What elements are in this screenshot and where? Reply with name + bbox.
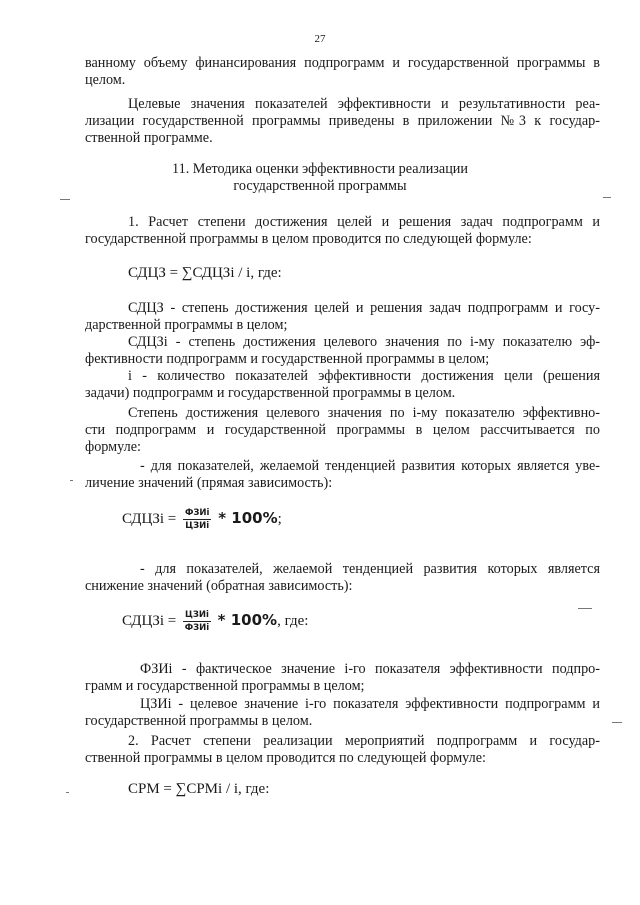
text-line: - для показателей, желаемой тенденцией развития которых является: [140, 561, 600, 577]
formula-direct: [122, 508, 282, 531]
scan-mark: [66, 792, 69, 793]
text-line: целом.: [85, 72, 126, 88]
text-line: ванному объему финансирования подпрограмм и государственной программы в: [85, 55, 600, 71]
formula-reverse-lhs: СДЦЗi =: [122, 612, 177, 629]
text-line: - для показателей, желаемой тенденцией развития которых является уве-: [140, 458, 600, 474]
text-line: задачи) подпрограмм и государственной программы в целом.: [85, 385, 456, 401]
text-line: грамм и государственной программы в целом;: [85, 678, 365, 694]
text-line: i - количество показателей эффективности достижения цели (решения: [128, 368, 600, 384]
text-line: дарственной программы в целом;: [85, 317, 288, 333]
formula-reverse-tail: , где:: [277, 612, 309, 629]
scan-mark: [612, 722, 622, 723]
text-line: ФЗИi - фактическое значение i-го показателя эффективности подпро-: [140, 661, 600, 677]
text-line: 1. Расчет степени достижения целей и решения задач подпрограмм и: [128, 214, 600, 230]
text-line: государственной программы в целом проводится по следующей формуле:: [85, 231, 532, 247]
formula-sdcz: СДЦЗ = ∑СДЦЗi / i, где:: [128, 265, 282, 281]
formula-reverse-numerator: ЦЗИi: [184, 610, 209, 620]
formula-direct-numerator: ФЗИi: [184, 508, 210, 518]
scan-mark: [603, 197, 611, 198]
formula-direct-lhs: СДЦЗi =: [122, 510, 177, 527]
text-line: Степень достижения целевого значения по i-му показателю эффективно-: [128, 405, 600, 421]
text-line: фективности подпрограмм и государственной программы в целом;: [85, 351, 490, 367]
page-number: 27: [314, 33, 326, 45]
text-line: формуле:: [85, 439, 141, 455]
text-line: Целевые значения показателей эффективности и результативности реа-: [128, 96, 600, 112]
text-line: государственной программы в целом.: [85, 713, 313, 729]
formula-reverse-percent: * 100%: [217, 610, 278, 629]
section-heading-line-2: государственной программы: [233, 178, 407, 194]
text-line: снижение значений (обратная зависимость):: [85, 578, 353, 594]
section-heading-line-1: 11. Методика оценки эффективности реализации: [172, 161, 468, 177]
text-line: СДЦЗ - степень достижения целей и решения задач подпрограмм и госу-: [128, 300, 600, 316]
scan-mark: [70, 480, 73, 481]
formula-reverse-denominator: ФЗИi: [184, 623, 210, 633]
formula-direct-percent: * 100%: [218, 508, 278, 527]
text-line: ственной программе.: [85, 130, 213, 146]
formula-reverse-fraction: [183, 610, 211, 633]
formula-direct-denominator: ЦЗИi: [185, 521, 210, 531]
formula-reverse: [122, 610, 308, 633]
text-line: личение значений (прямая зависимость):: [85, 475, 333, 491]
text-line: 2. Расчет степени реализации мероприятий подпрограмм и государ-: [128, 733, 600, 749]
text-line: ЦЗИi - целевое значение i-го показателя эффективности подпрограмм и: [140, 696, 600, 712]
scan-mark: [60, 199, 70, 200]
text-line: сти подпрограмм и государственной программы в целом рассчитывается по: [85, 422, 600, 438]
formula-srm: СРМ = ∑СРМi / i, где:: [128, 781, 270, 797]
scan-mark: [578, 608, 592, 609]
formula-direct-tail: ;: [277, 510, 282, 527]
formula-direct-fraction: [183, 508, 212, 531]
text-line: лизации государственной программы приведены в приложении №3 к государ-: [85, 113, 600, 129]
text-line: ственной программы в целом проводится по следующей формуле:: [85, 750, 486, 766]
text-line: СДЦЗi - степень достижения целевого значения по i-му показателю эф-: [128, 334, 600, 350]
